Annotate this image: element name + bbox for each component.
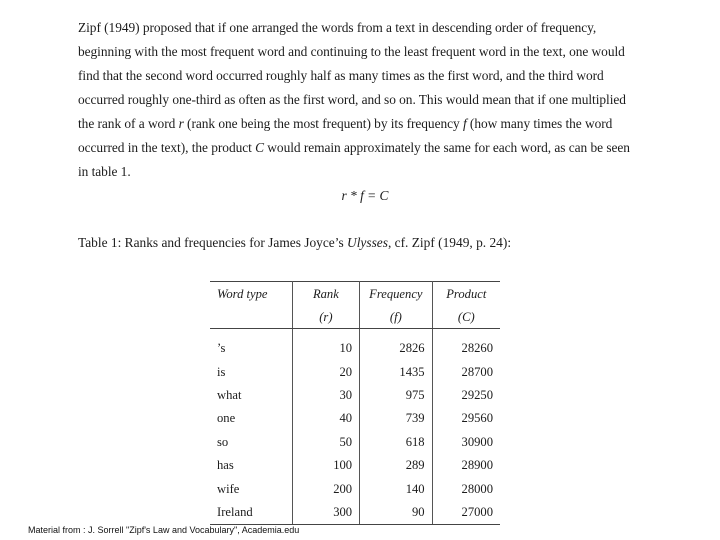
zipf-formula <box>0 186 720 206</box>
paragraph-line-6 <box>78 136 668 160</box>
cell-frequency: 739 <box>360 407 433 430</box>
paragraph-line-4: occurred roughly one-third as often as the first word, and so on. This would mean that if one multiplied <box>78 92 626 107</box>
cell-word-type: one <box>210 407 292 430</box>
table-header-row <box>210 282 500 307</box>
cell-product: 28000 <box>461 481 493 496</box>
frequency-table-container <box>210 281 500 525</box>
cell-rank: 20 <box>292 360 359 383</box>
formula-text: r * f = C <box>341 188 389 203</box>
caption-book-title: Ulysses <box>347 235 388 250</box>
subheader-product: (C) <box>432 306 500 329</box>
paragraph-line-7: in table 1. <box>78 164 131 179</box>
table-row <box>210 501 500 525</box>
cell-word-type: is <box>210 360 292 383</box>
paragraph-line-6-part-a: occurred in the text), the product <box>78 140 256 155</box>
cell-word-type: wife <box>210 477 292 500</box>
source-credit: Material from : J. Sorrell "Zipf's Law and Vocabulary", Academia.edu <box>28 525 300 535</box>
caption-prefix: Table 1: Ranks and frequencies for James Joyce’s <box>78 235 348 250</box>
caption-suffix: , cf. Zipf (1949, p. 24): <box>387 235 512 250</box>
cell-rank: 200 <box>292 477 359 500</box>
table-row <box>210 407 500 430</box>
frequency-symbol: f <box>462 116 467 131</box>
table-subheader-row <box>210 306 500 329</box>
cell-product: 28700 <box>461 364 493 379</box>
cell-word-type: Ireland <box>210 501 292 525</box>
cell-product: 29560 <box>461 411 493 426</box>
paragraph-line-5-part-c: (how many times the word <box>466 116 613 131</box>
header-product: Product <box>446 286 487 301</box>
table-row <box>210 329 500 361</box>
cell-product: 28260 <box>461 341 493 356</box>
table-row <box>210 477 500 500</box>
paragraph-line-5 <box>78 112 668 136</box>
cell-frequency: 289 <box>360 454 433 477</box>
cell-rank: 30 <box>292 384 359 407</box>
cell-frequency: 90 <box>360 501 433 525</box>
header-frequency: Frequency <box>360 282 433 307</box>
cell-frequency: 975 <box>360 384 433 407</box>
cell-rank: 50 <box>292 431 359 454</box>
cell-rank: 10 <box>292 329 359 361</box>
table-row <box>210 431 500 454</box>
cell-word-type: ’s <box>210 329 292 361</box>
cell-word-type: has <box>210 454 292 477</box>
intro-paragraph <box>78 16 668 184</box>
cell-product: 27000 <box>432 501 500 525</box>
cell-word-type: what <box>210 384 292 407</box>
paragraph-line-3: find that the second word occurred roughly half as many times as the first word, and the third word <box>78 68 604 83</box>
frequency-table <box>210 281 500 525</box>
rank-symbol: r <box>178 116 184 131</box>
cell-frequency: 1435 <box>360 360 433 383</box>
cell-frequency: 618 <box>360 431 433 454</box>
cell-rank: 100 <box>292 454 359 477</box>
cell-product: 29250 <box>461 387 493 402</box>
cell-frequency: 140 <box>360 477 433 500</box>
subheader-word-type <box>210 306 292 329</box>
cell-product: 28900 <box>461 458 493 473</box>
cell-rank: 300 <box>292 501 359 525</box>
table-row <box>210 384 500 407</box>
paragraph-line-1: Zipf (1949) proposed that if one arranged the words from a text in descending order of frequency, <box>78 20 597 35</box>
table-row <box>210 454 500 477</box>
subheader-rank: (r) <box>292 306 359 329</box>
subheader-frequency: (f) <box>360 306 433 329</box>
cell-frequency: 2826 <box>360 329 433 361</box>
paragraph-line-6-part-b: would remain approximately the same for each word, as can be seen <box>264 140 630 155</box>
paragraph-line-5-part-b: (rank one being the most frequent) by its frequency <box>183 116 463 131</box>
product-symbol: C <box>255 140 264 155</box>
header-rank: Rank <box>292 282 359 307</box>
cell-word-type: so <box>210 431 292 454</box>
table-row <box>210 360 500 383</box>
cell-product: 30900 <box>461 434 493 449</box>
table-caption <box>78 233 511 253</box>
cell-rank: 40 <box>292 407 359 430</box>
header-word-type: Word type <box>210 282 292 307</box>
paragraph-line-5-part-a: the rank of a word <box>78 116 179 131</box>
paragraph-line-2: beginning with the most frequent word and continuing to the least frequent word in the text, one would <box>78 44 625 59</box>
